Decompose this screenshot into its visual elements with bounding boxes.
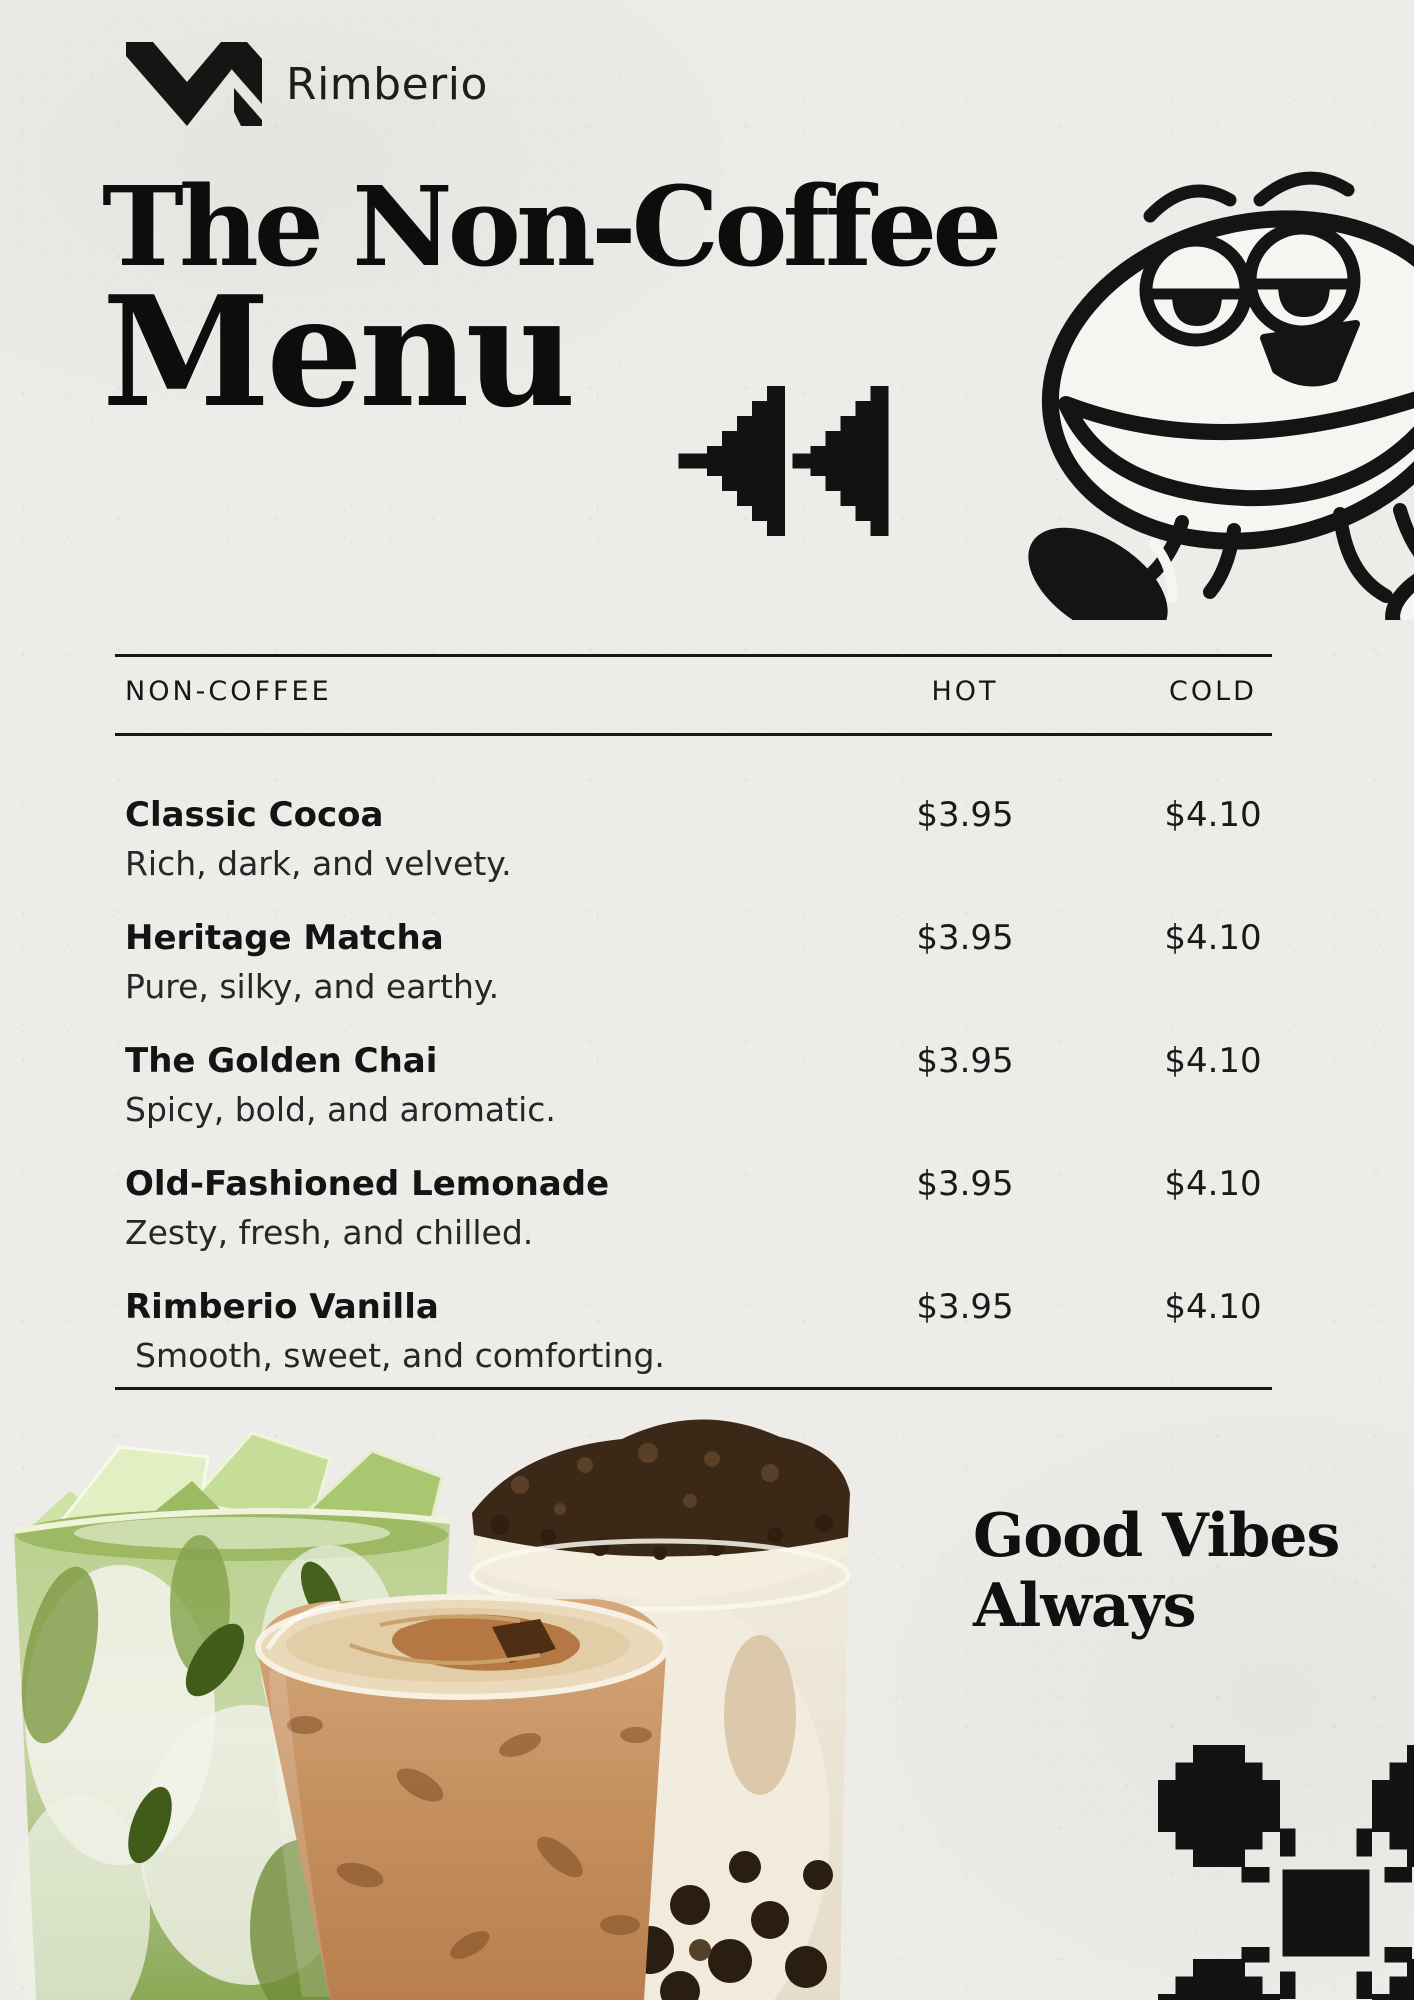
menu-item-name: Old-Fashioned Lemonade (125, 1164, 610, 1204)
menu-item-row (125, 795, 1285, 883)
menu-item-price-hot: $3.95 (916, 1287, 1014, 1327)
menu-item-description: Spicy, bold, and aromatic. (125, 1090, 556, 1129)
menu-item-price-hot: $3.95 (916, 918, 1014, 958)
menu-item-price-hot: $3.95 (916, 1041, 1014, 1081)
iced-latte-drink (258, 1597, 666, 2000)
menu-item-price-cold: $4.10 (1164, 918, 1262, 958)
pixel-x-sticker (1158, 1745, 1414, 2000)
table-rule-top (115, 654, 1272, 657)
menu-item-description: Rich, dark, and velvety. (125, 844, 512, 883)
table-rule-header (115, 733, 1272, 736)
column-header-hot: HOT (931, 676, 999, 707)
sleepy-walking-mascot (1002, 138, 1414, 620)
column-header-category: NON-COFFEE (125, 676, 332, 707)
drinks-photo (0, 1405, 852, 2000)
rimberio-logo-mark (124, 42, 264, 126)
menu-item-row (125, 1287, 1285, 1375)
menu-item-description: Pure, silky, and earthy. (125, 967, 500, 1006)
menu-item-price-hot: $3.95 (916, 1164, 1014, 1204)
brand-header (124, 40, 488, 128)
column-header-cold: COLD (1169, 676, 1257, 707)
title-line-1: The Non-Coffee (102, 162, 998, 291)
brand-name: Rimberio (286, 58, 488, 110)
tagline-line-1: Good Vibes (973, 1501, 1340, 1571)
menu-item-name: Heritage Matcha (125, 918, 444, 958)
menu-item-description: Smooth, sweet, and comforting. (135, 1336, 665, 1375)
table-rule-bottom (115, 1387, 1272, 1390)
menu-item-description: Zesty, fresh, and chilled. (125, 1213, 534, 1252)
menu-item-name: Rimberio Vanilla (125, 1287, 439, 1327)
menu-item-price-cold: $4.10 (1164, 1164, 1262, 1204)
menu-item-price-cold: $4.10 (1164, 1041, 1262, 1081)
title-line-2: Menu (102, 262, 572, 441)
menu-item-price-cold: $4.10 (1164, 795, 1262, 835)
menu-item-row (125, 1041, 1285, 1129)
menu-item-row (125, 918, 1285, 1006)
menu-item-name: The Golden Chai (125, 1041, 438, 1081)
menu-item-price-hot: $3.95 (916, 795, 1014, 835)
pixel-rewind-icon (678, 386, 892, 536)
tagline-line-2: Always (973, 1570, 1196, 1641)
menu-item-name: Classic Cocoa (125, 795, 384, 835)
menu-item-price-cold: $4.10 (1164, 1287, 1262, 1327)
tagline (973, 1502, 1339, 1641)
menu-item-row (125, 1164, 1285, 1252)
